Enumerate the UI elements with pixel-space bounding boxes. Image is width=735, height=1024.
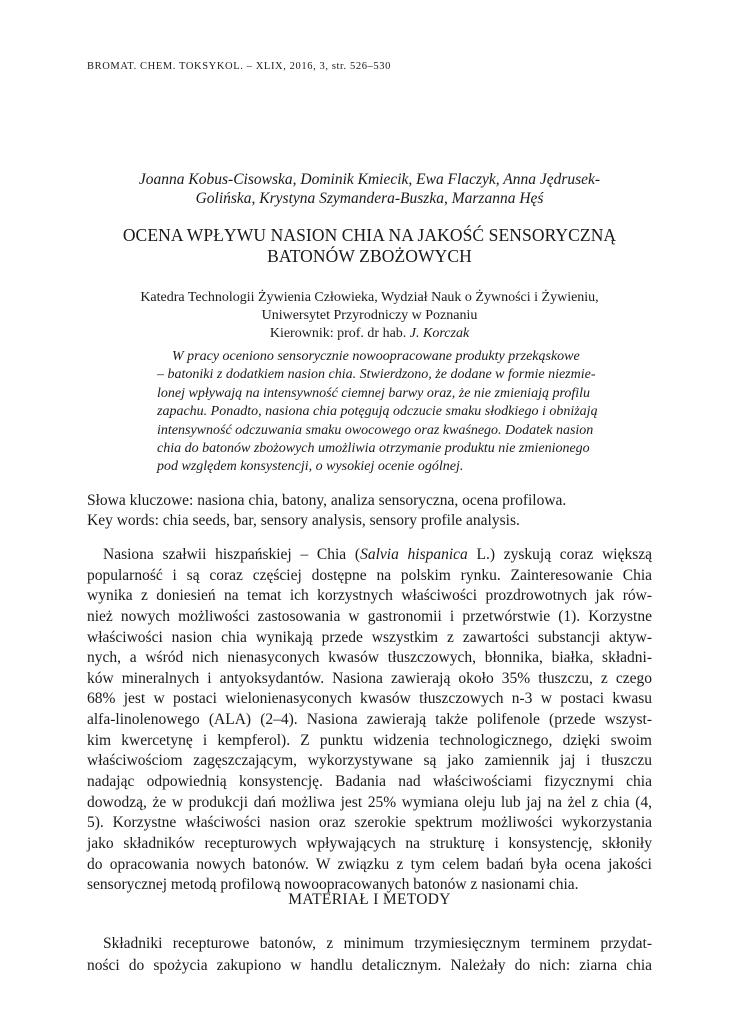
paragraph-line: do opracowania nowych batonów. W związku z tym celem badań była ocena jakości xyxy=(87,855,652,873)
intro-text: L.) zyskują coraz większą xyxy=(467,546,652,563)
paragraph-line xyxy=(87,545,652,566)
introduction-paragraph xyxy=(87,545,652,896)
paragraph-line: dowodzą, że w produkcji dań możliwa jest 25% wymiana oleju lub jaj na żel z chia (4, xyxy=(87,793,652,811)
paragraph-line: jako składników recepturowych wpływających na strukturę i konsystencję, skłoniły xyxy=(87,834,652,852)
paragraph-line: ności do spożycia zakupiono w handlu detalicznym. Należały do nich: ziarna chia xyxy=(87,957,652,974)
paragraph-line: sensorycznej metodą profilową nowoopracowanych batonów z nasionami chia. xyxy=(87,876,579,894)
author-line: Joanna Kobus-Cisowska, Dominik Kmiecik, Ewa Flaczyk, Anna Jędrusek- xyxy=(138,171,601,188)
paragraph-line: nież nowych możliwości zastosowania w gastronomii i przetwórstwie (1). Korzystne xyxy=(87,607,652,625)
title-line: OCENA WPŁYWU NASION CHIA NA JAKOŚĆ SENSORYCZNĄ xyxy=(122,225,617,245)
intro-text: Nasiona szałwii hiszpańskiej – Chia ( xyxy=(103,546,361,563)
department-head-label: Kierownik: prof. dr hab. xyxy=(269,326,410,341)
author-list xyxy=(87,170,652,208)
paragraph-line: ków mineralnych i antyoksydantów. Nasiona zawierają około 35% tłuszczu, z czego xyxy=(87,669,652,687)
abstract-line: W pracy oceniono sensorycznie nowoopracowane produkty przekąskowe xyxy=(172,349,580,364)
section-heading: MATERIAŁ I METODY xyxy=(288,891,451,908)
paragraph-line: właściwościom zagęszczającym, wykorzystywane są jako zamiennik jaj i tłuszczu xyxy=(87,752,652,770)
keywords-english: Key words: chia seeds, bar, sensory analysis, sensory profile analysis. xyxy=(87,512,520,529)
paragraph-line: właściwości nasion chia wynikają przede wszystkim z zawartości substancji aktyw- xyxy=(87,628,652,646)
article-title xyxy=(87,225,652,267)
abstract-line: zapachu. Ponadto, nasiona chia potęgują odczucie smaku słodkiego i obniżają xyxy=(157,404,598,420)
paragraph-line: kim kwercetynę i kempferol). Z punktu widzenia technologicznego, dzięki swoim xyxy=(87,731,652,749)
keywords-polish: Słowa kluczowe: nasiona chia, batony, analiza sensoryczna, ocena profilowa. xyxy=(87,492,567,509)
department-head xyxy=(87,325,652,343)
title-line: BATONÓW ZBOŻOWYCH xyxy=(267,246,472,266)
abstract-line: intensywność odczuwania smaku owocowego oraz kwaśnego. Dodatek nasion xyxy=(157,422,594,438)
affiliation xyxy=(87,289,652,343)
author-line: Golińska, Krystyna Szymandera-Buszka, Marzanna Hęś xyxy=(195,190,544,207)
journal-header: BROMAT. CHEM. TOKSYKOL. – XLIX, 2016, 3, str. 526–530 xyxy=(87,61,391,72)
article-page xyxy=(87,0,652,1024)
affiliation-line: Uniwersytet Przyrodniczy w Poznaniu xyxy=(261,308,478,323)
abstract-line: – batoniki z dodatkiem nasion chia. Stwierdzono, że dodane w formie niezmie- xyxy=(157,367,596,383)
species-name: Salvia hispanica xyxy=(360,546,468,563)
department-head-name: J. Korczak xyxy=(409,326,470,341)
abstract-line: chia do batonów zbożowych umożliwia otrzymanie produktu nie zmienionego xyxy=(157,441,590,457)
paragraph-line: nadając odpowiednią konsystencję. Badania nad właściwościami fizycznymi chia xyxy=(87,773,652,791)
paragraph-line: alfa-linolenowego (ALA) (2–4). Nasiona zawierają także polifenole (przede wszyst- xyxy=(87,711,652,729)
paragraph-line: 68% jest w postaci wielonienasyconych kwasów tłuszczowych n-3 w postaci kwasu xyxy=(87,690,652,708)
paragraph-line: wynika z doniesień na temat ich korzystnych właściwości prozdrowotnych jak rów- xyxy=(87,587,652,605)
affiliation-line: Katedra Technologii Żywienia Człowieka, Wydział Nauk o Żywności i Żywieniu, xyxy=(140,290,599,305)
paragraph-line: Składniki recepturowe batonów, z minimum trzymiesięcznym terminem przydat- xyxy=(103,935,652,952)
keywords xyxy=(87,491,652,531)
abstract-line: lonej wpływają na intensywność ciemnej barwy oraz, że nie zmieniają profilu xyxy=(157,385,591,401)
abstract-line: pod względem konsystencji, o wysokiej ocenie ogólnej. xyxy=(157,459,464,475)
paragraph-line: 5). Korzystne właściwości nasion oraz szerokie spektrum możliwości wykorzystania xyxy=(87,814,652,832)
abstract xyxy=(157,348,652,477)
paragraph-line: popularność i są coraz częściej dostępne na polskim rynku. Zainteresowanie Chia xyxy=(87,566,652,584)
paragraph-line: nych, a wśród nich nienasyconych kwasów tłuszczowych, błonnika, białka, składni- xyxy=(87,649,652,667)
methods-paragraph xyxy=(87,933,652,977)
